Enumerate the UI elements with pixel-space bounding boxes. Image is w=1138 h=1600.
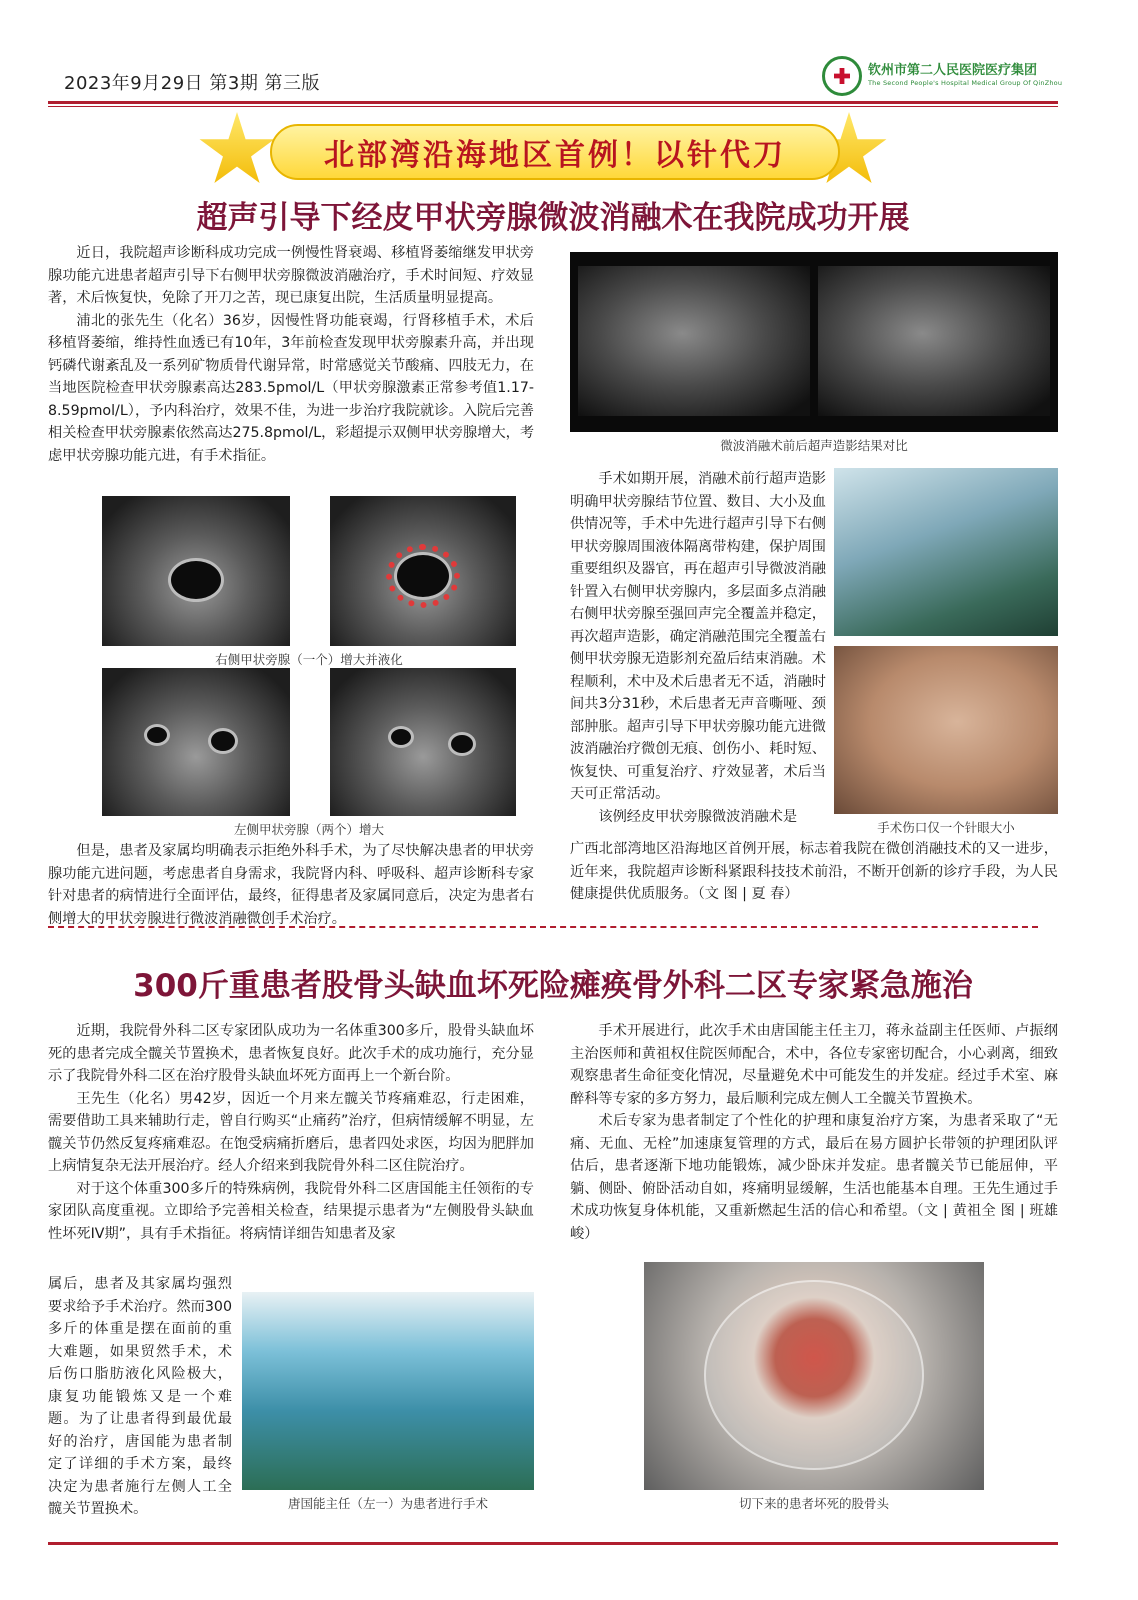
caption-left-parathyroid: 左侧甲状旁腺（两个）增大 xyxy=(233,822,384,837)
article1-para-2: 浦北的张先生（化名）36岁，因慢性肾功能衰竭，行肾移植手术，术后移植肾萎缩，维持性血透已有10年，3年前检查发现甲状旁腺素升高，并出现钙磷代谢紊乱及一系列矿物质骨代谢异常，时常感觉关节酸痛、四肢无力，在当地医院检查甲状旁腺素高达283.5pmol/L（甲状旁腺激素正常参考值1.17-8.59pmol/L），予内科治疗，效果不佳，为进一步治疗我院就诊。入院后完善相关检查甲状旁腺素依然高达275.8pmol/L，彩超提示双侧甲状旁腺增大，考虑甲状旁腺功能亢进，有手术指征。 xyxy=(48,312,535,464)
article1-title: 超声引导下经皮甲状旁腺微波消融术在我院成功开展 xyxy=(196,200,910,236)
article-divider xyxy=(48,926,1038,928)
article1-para-5-lead: 该例经皮甲状旁腺微波消融术是 xyxy=(598,808,798,825)
caption-wound: 手术伤口仅一个针眼大小 xyxy=(877,820,1015,835)
neck-wound-photo xyxy=(834,646,1058,814)
footer-rule xyxy=(48,1542,1058,1545)
operating-room-photo xyxy=(834,468,1058,636)
caption-surgery: 唐国能主任（左一）为患者进行手术 xyxy=(287,1496,488,1511)
ultrasound-right-parathyroid-doppler xyxy=(330,496,516,646)
ultrasound-left-parathyroid-2 xyxy=(330,668,516,816)
femoral-head-photo xyxy=(644,1262,984,1490)
logo-name-cn: 钦州市第二人民医院医疗集团 xyxy=(868,63,1038,78)
article1-para-1: 近日，我院超声诊断科成功完成一例慢性肾衰竭、移植肾萎缩继发甲状旁腺功能亢进患者超声引导下右侧甲状旁腺微波消融治疗，手术时间短、疗效显著，术后恢复快，免除了开刀之苦，现已康复出院，生活质量明显提高。 xyxy=(48,245,534,306)
caption-right-parathyroid: 右侧甲状旁腺（一个）增大并液化 xyxy=(215,652,403,667)
article2-para-6: 术后专家为患者制定了个性化的护理和康复治疗方案，为患者采取了“无痛、无血、无栓”加速康复管理的方式，最后在易方圆护长带领的护理团队评估后，患者逐渐下地功能锻炼，减少卧床并发症。患者髋关节已能屈伸，平躺、侧卧、俯卧活动自如，疼痛明显缓解，生活也能基本自理。王先生通过手术成功恢复身体机能，又重新燃起生活的信心和希望。（文 | 黄祖全 图 | 班雄峻） xyxy=(570,1113,1058,1242)
issue-date-line: 2023年9月29日 第3期 第三版 xyxy=(64,73,321,94)
caption-contrast-comparison: 微波消融术前后超声造影结果对比 xyxy=(720,438,908,453)
article1-para-4-block xyxy=(570,468,826,828)
article2-title: 300斤重患者股骨头缺血坏死险瘫痪骨外科二区专家紧急施治 xyxy=(133,968,973,1004)
article1-intro xyxy=(48,242,534,467)
ultrasound-right-parathyroid-1 xyxy=(102,496,290,646)
article1-para-4: 手术如期开展，消融术前行超声造影明确甲状旁腺结节位置、数目、大小及血供情况等，手术中先进行超声引导下右侧甲状旁腺周围液体隔离带构建，保护周围重要组织及器官，再在超声引导微波消融针置入右侧甲状旁腺内，多层面多点消融右侧甲状旁腺至强回声完全覆盖并稳定，再次超声造影，确定消融范围完全覆盖右侧甲状旁腺无造影剂充盈后结束消融。术程顺利，术中及术后患者无不适，消融时间共3分31秒，术后患者无声音嘶哑、颈部肿胀。超声引导下甲状旁腺功能亢进微波消融治疗微创无痕、创伤小、耗时短、恢复快、可重复治疗、疗效显著，术后当天可正常活动。 xyxy=(570,471,826,802)
header-rule-thin xyxy=(48,106,1058,107)
article2-para-3: 对于这个体重300多斤的特殊病例，我院骨外科二区唐国能主任领衔的专家团队高度重视。立即给予完善相关检查，结果提示患者为“左侧股骨头缺血性坏死IV期”，具有手术指征。将病情详细告知患者及家 xyxy=(48,1180,534,1242)
surgery-team-photo xyxy=(242,1292,534,1490)
article2-para-4: 属后，患者及其家属均强烈要求给予手术治疗。然而300多斤的体重是摆在面前的重大难题，如果贸然手术，术后伤口脂肪液化风险极大，康复功能锻炼又是一个难题。为了让患者得到最优最好的治疗，唐国能为患者制定了详细的手术方案，最终决定为患者施行左侧人工全髋关节置换术。 xyxy=(48,1276,232,1517)
header-rule xyxy=(48,101,1058,104)
banner-headline: 北部湾沿海地区首例！以针代刀 xyxy=(270,124,840,180)
article2-intro xyxy=(48,1020,534,1245)
star-icon-left xyxy=(198,112,276,190)
logo-name-en: The Second People's Hospital Medical Group Of QinZhou xyxy=(868,79,1063,87)
article1-para-3: 但是，患者及家属均明确表示拒绝外科手术，为了尽快解决患者的甲状旁腺功能亢进问题，考虑患者自身需求，我院肾内科、呼吸科、超声诊断科专家针对患者的病情进行全面评估，最终，征得患者及家属同意后，决定为患者右侧增大的甲状旁腺进行微波消融微创手术治疗。 xyxy=(48,843,534,927)
hospital-logo xyxy=(822,56,1062,96)
article2-para-2: 王先生（化名）男42岁，因近一个月来左髋关节疼痛难忍，行走困难，需要借助工具来辅助行走，曾自行购买“止痛药”治疗，但病情缓解不明显，左髋关节仍然反复疼痛难忍。在饱受病痛折磨后，患者四处求医，均因为肥胖加上病情复杂无法开展治疗。经人介绍来到我院骨外科二区住院治疗。 xyxy=(48,1090,534,1174)
article2-right-block xyxy=(570,1020,1058,1245)
contrast-ultrasound-comparison xyxy=(570,252,1058,432)
caption-femoral-head: 切下来的患者坏死的股骨头 xyxy=(738,1496,889,1511)
article2-para-4-block xyxy=(48,1273,232,1521)
article1-para-5-rest: 广西北部湾地区沿海地区首例开展，标志着我院在微创消融技术的又一进步，近年来，我院超声诊断科紧跟科技技术前沿，不断开创新的诊疗手段，为人民健康提供优质服务。（文 图 | 夏 春） xyxy=(570,841,1058,902)
article2-para-5: 手术开展进行，此次手术由唐国能主任主刀，蒋永益副主任医师、卢振纲主治医师和黄祖权住院医师配合，术中，各位专家密切配合，小心剥离，细致观察患者生命征变化情况，尽量避免术中可能发生的并发症。经过手术室、麻醉科等专家的多方努力，最后顺利完成左侧人工全髋关节置换术。 xyxy=(570,1023,1058,1107)
ultrasound-left-parathyroid-1 xyxy=(102,668,290,816)
hospital-seal-icon xyxy=(822,56,862,96)
article1-para-3-block xyxy=(48,840,534,930)
article1-para-5-block xyxy=(570,838,1058,906)
article2-para-1: 近期，我院骨外科二区专家团队成功为一名体重300多斤，股骨头缺血坏死的患者完成全髋关节置换术，患者恢复良好。此次手术的成功施行，充分显示了我院骨外科二区在治疗股骨头缺血坏死方面再上一个新台阶。 xyxy=(48,1023,534,1084)
